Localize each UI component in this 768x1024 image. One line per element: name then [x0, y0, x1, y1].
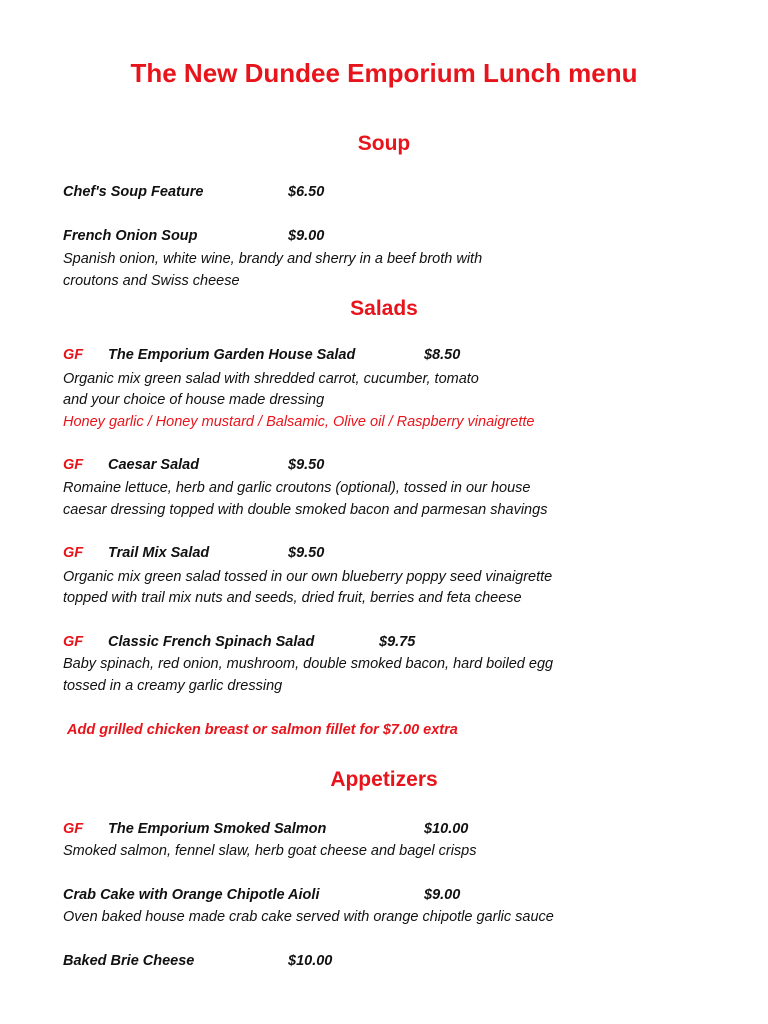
- item-description: and your choice of house made dressing: [63, 392, 325, 408]
- item-price: $9.00: [424, 887, 461, 903]
- item-name: The Emporium Garden House Salad: [108, 347, 356, 363]
- item-name: Baked Brie Cheese: [63, 953, 195, 969]
- item-name: Chef's Soup Feature: [63, 184, 204, 200]
- item-price: $6.50: [288, 184, 325, 200]
- item-name: French Onion Soup: [63, 228, 198, 244]
- item-description: Organic mix green salad with shredded carrot, cucumber, tomato: [63, 371, 479, 387]
- item-description: Smoked salmon, fennel slaw, herb goat cheese and bagel crisps: [63, 843, 477, 859]
- item-description: Organic mix green salad tossed in our own blueberry poppy seed vinaigrette: [63, 569, 553, 585]
- item-price: $9.50: [288, 545, 325, 561]
- item-description: topped with trail mix nuts and seeds, dried fruit, berries and feta cheese: [63, 590, 522, 606]
- gluten-free-tag: GF: [63, 457, 84, 473]
- salad-addon-note: Add grilled chicken breast or salmon fillet for $7.00 extra: [67, 722, 458, 738]
- item-description: tossed in a creamy garlic dressing: [63, 678, 283, 694]
- item-price: $8.50: [424, 347, 461, 363]
- item-description: croutons and Swiss cheese: [63, 273, 240, 289]
- item-name: The Emporium Smoked Salmon: [108, 821, 327, 837]
- gluten-free-tag: GF: [63, 634, 84, 650]
- item-price: $10.00: [424, 821, 469, 837]
- item-name: Caesar Salad: [108, 457, 200, 473]
- section-heading-salads: Salads: [350, 297, 418, 320]
- page-title: The New Dundee Emporium Lunch menu: [130, 58, 638, 88]
- item-description: Spanish onion, white wine, brandy and sherry in a beef broth with: [63, 251, 483, 267]
- item-description: Baby spinach, red onion, mushroom, double smoked bacon, hard boiled egg: [63, 656, 554, 672]
- item-name: Crab Cake with Orange Chipotle Aioli: [63, 887, 320, 903]
- item-name: Trail Mix Salad: [108, 545, 210, 561]
- dressing-options: Honey garlic / Honey mustard / Balsamic, Olive oil / Raspberry vinaigrette: [63, 414, 535, 430]
- gluten-free-tag: GF: [63, 347, 84, 363]
- item-price: $10.00: [288, 953, 333, 969]
- item-description: caesar dressing topped with double smoked bacon and parmesan shavings: [63, 502, 548, 518]
- item-price: $9.50: [288, 457, 325, 473]
- item-description: Oven baked house made crab cake served with orange chipotle garlic sauce: [63, 909, 554, 925]
- item-name: Classic French Spinach Salad: [108, 634, 315, 650]
- item-price: $9.00: [288, 228, 325, 244]
- gluten-free-tag: GF: [63, 545, 84, 561]
- item-price: $9.75: [379, 634, 416, 650]
- gluten-free-tag: GF: [63, 821, 84, 837]
- section-heading-appetizers: Appetizers: [330, 768, 438, 791]
- section-heading-soup: Soup: [357, 132, 411, 155]
- item-description: Romaine lettuce, herb and garlic croutons (optional), tossed in our house: [63, 480, 531, 496]
